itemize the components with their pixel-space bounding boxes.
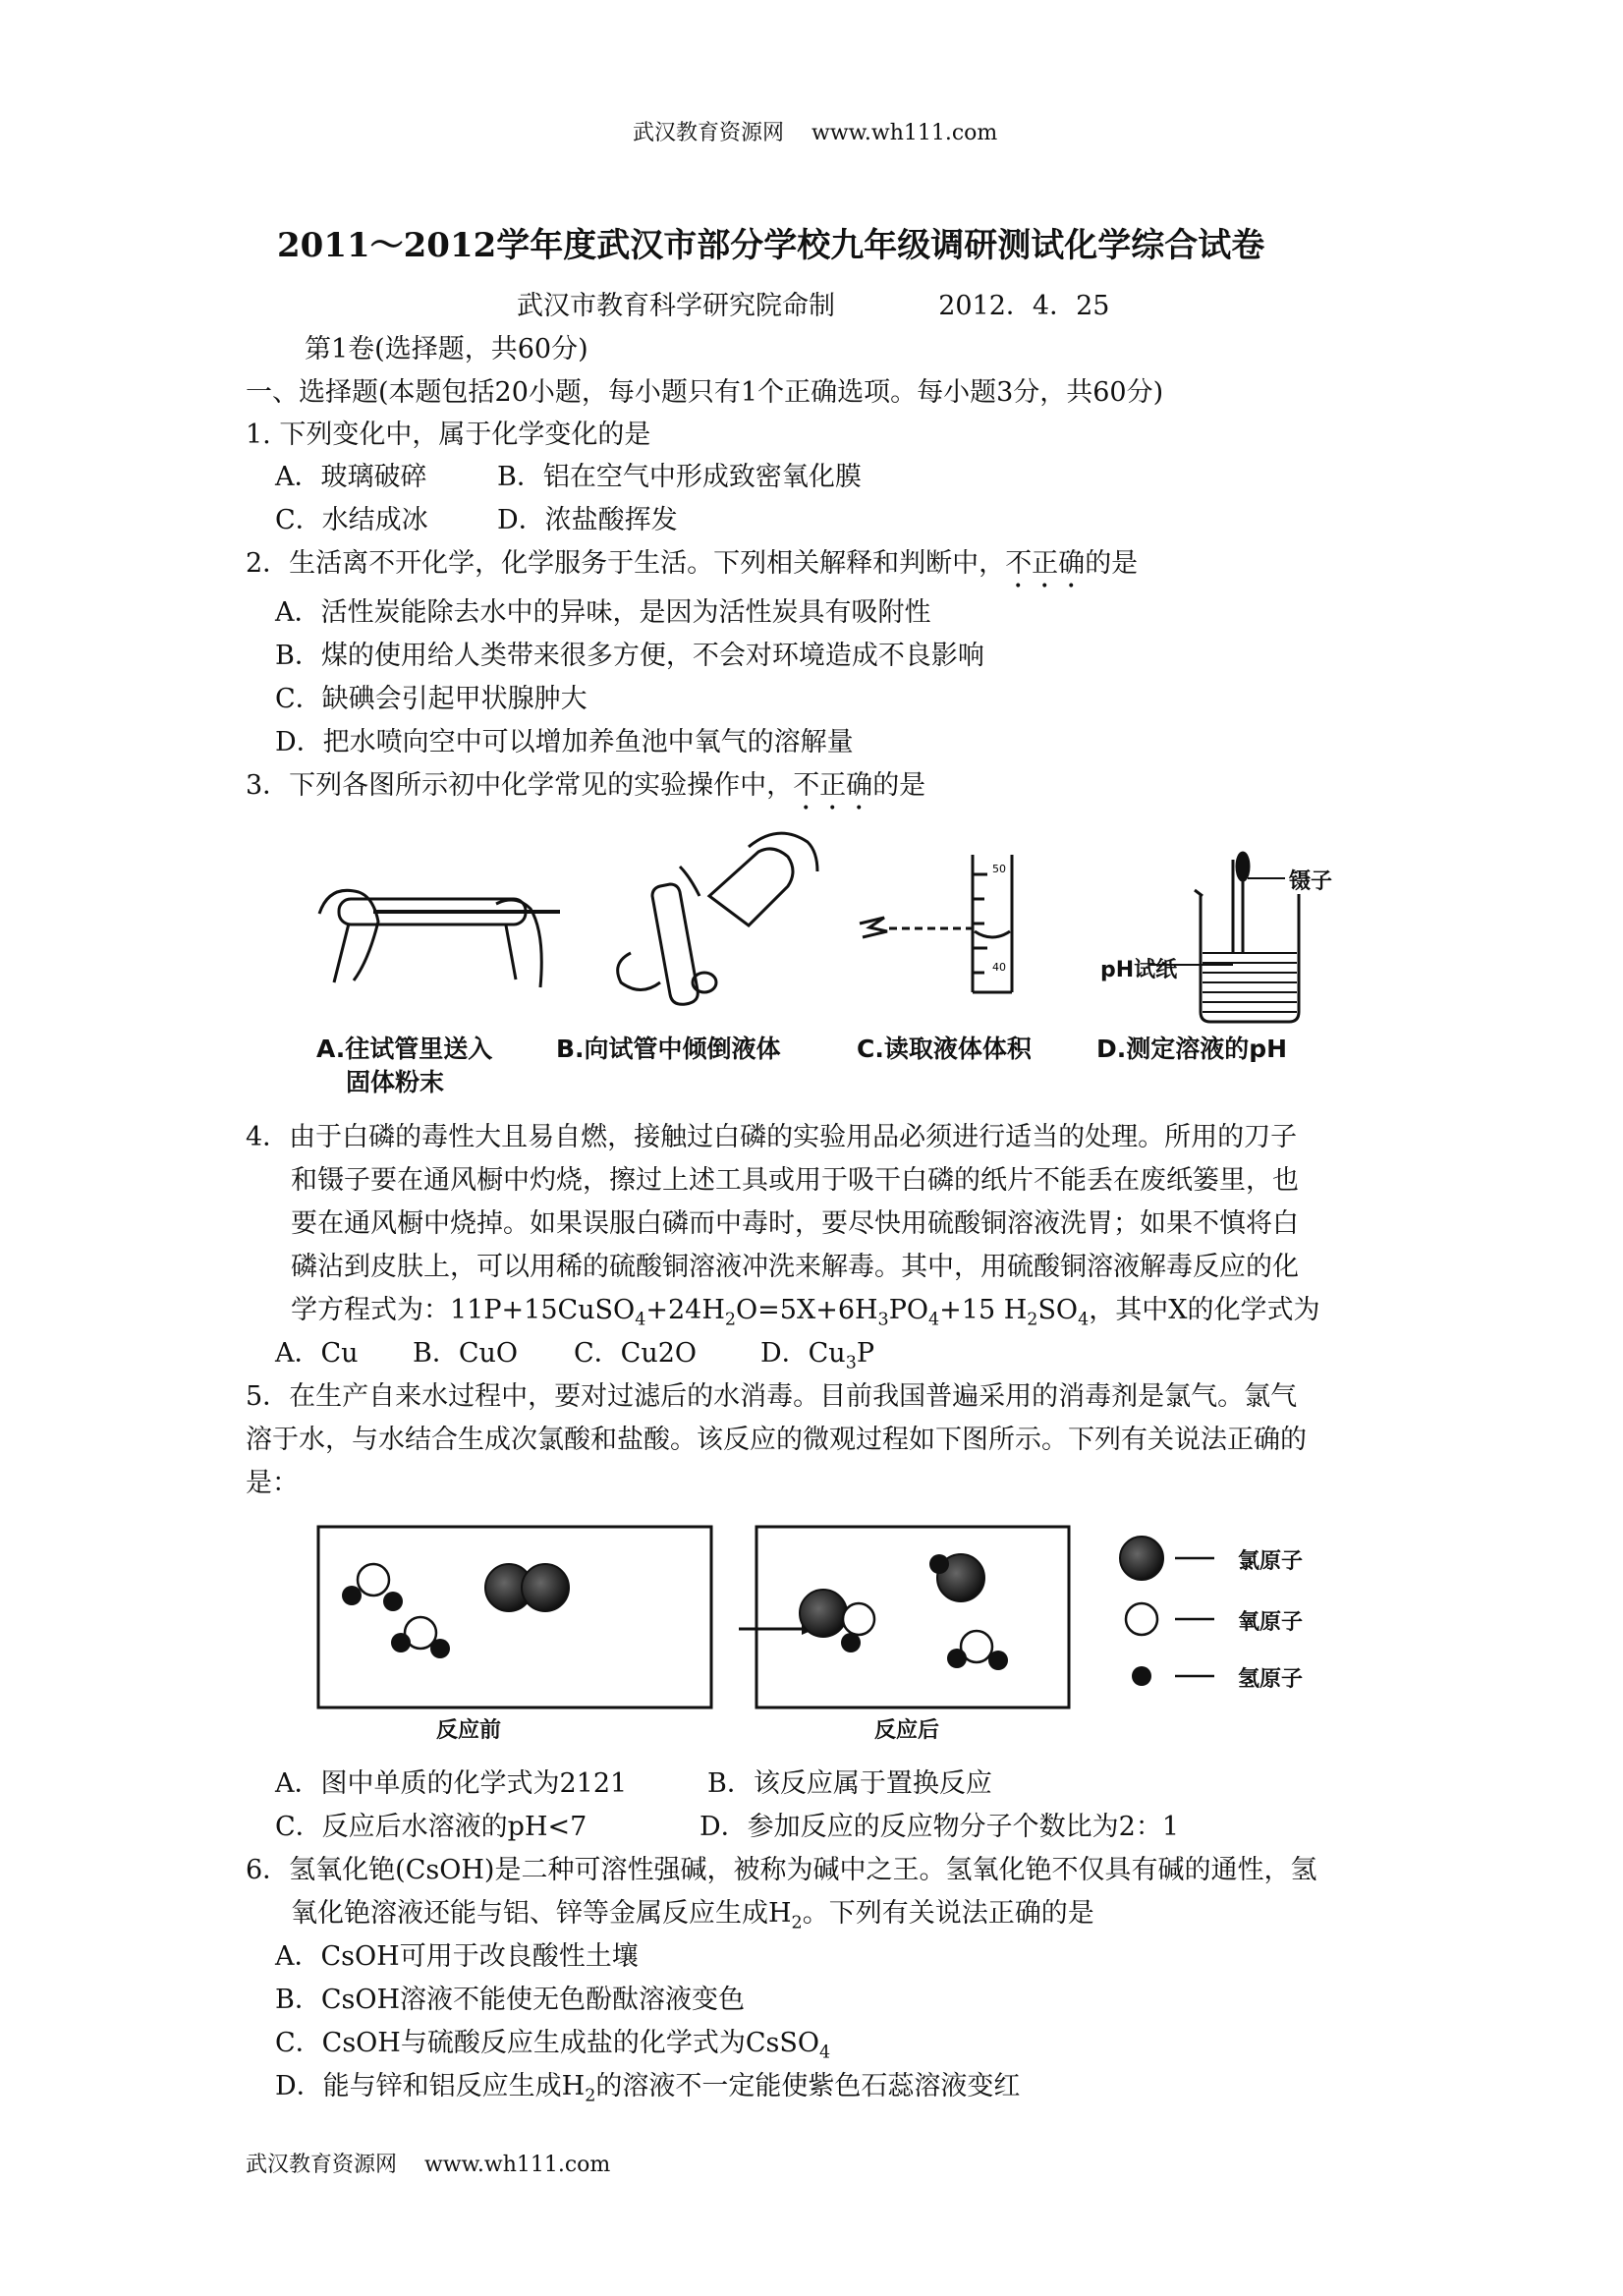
figure-c-read-volume	[855, 845, 1032, 992]
q2-option-b: B．煤的使用给人类带来很多方便，不会对环境造成不良影响	[275, 641, 984, 671]
label-before-reaction: 反应前	[436, 1718, 502, 1743]
q5-line2: 溶于水，与水结合生成次氯酸和盐酸。该反应的微观过程如下图所示。下列有关说法正确的	[246, 1425, 1307, 1455]
label-tweezers: 镊子	[1289, 869, 1333, 894]
page-header	[633, 116, 997, 146]
q2-stem-post: 的是	[1085, 548, 1139, 579]
legend-oxygen-atom	[1126, 1603, 1157, 1635]
exam-title: 2011～2012学年度武汉市部分学校九年级调研测试化学综合试卷	[277, 226, 1265, 265]
q6-option-c-text: C．CsOH与硫酸反应生成盐的化学式为	[275, 2028, 746, 2058]
q6-line1: 6．氢氧化铯(CsOH)是二种可溶性强碱，被称为碱中之王。氢氧化铯不仅具有碱的通性，氢	[246, 1855, 1317, 1885]
q4-option-a: A．Cu	[275, 1338, 359, 1369]
q4-option-c: C．Cu2O	[574, 1338, 698, 1369]
label-ph-paper: pH试纸	[1100, 958, 1178, 982]
q5-option-a: A．图中单质的化学式为2121	[275, 1768, 628, 1799]
legend-hydrogen-atom	[1132, 1666, 1151, 1686]
q2-option-d: D．把水喷向空中可以增加养鱼池中氧气的溶解量	[275, 727, 854, 757]
q4-option-d: D．$Cu_3P$	[760, 1338, 875, 1373]
q4-line5-post: ，其中X的化学式为	[1089, 1295, 1320, 1325]
q6-line2-pre: 氧化铯溶液还能与铝、锌等金属反应生成	[291, 1898, 768, 1929]
q4-equation: $11P+15CuSO_4+24H_2O=5X+6H_3PO_4+15$ $H_2SO_4$	[450, 1295, 1090, 1330]
q6-line2: 氧化铯溶液还能与铝、锌等金属反应生成$H_2$。下列有关说法正确的是	[291, 1898, 1094, 1933]
exam-issuer: 武汉市教育科学研究院命制	[517, 291, 835, 321]
q2-option-c: C．缺碘会引起甲状腺肿大	[275, 684, 588, 714]
q4-line2: 和镊子要在通风橱中灼烧，擦过上述工具或用于吸干白磷的纸片不能丢在废纸篓里，也	[291, 1165, 1299, 1196]
q2-stem-pre: 2．生活离不开化学，化学服务于生活。下列相关解释和判断中，	[246, 548, 1006, 579]
q3-stem-emphasis: 不正确	[793, 770, 873, 801]
q6-option-b: B．CsOH溶液不能使无色酚酞溶液变色	[275, 1985, 746, 2015]
figure-a-test-tube-powder	[314, 845, 560, 992]
cylinder-scale-bottom: 40	[992, 961, 1006, 974]
instructions: 一、选择题(本题包括20小题，每小题只有1个正确选项。每小题3分，共60分)	[246, 377, 1164, 408]
q2-stem	[246, 548, 1138, 594]
q2-option-a: A．活性炭能除去水中的异味，是因为活性炭具有吸附性	[275, 597, 931, 628]
cylinder-scale-top: 50	[992, 863, 1006, 875]
reaction-after-and-legend	[753, 1523, 1401, 1719]
legend-chlorine-label: 氯原子	[1238, 1549, 1304, 1574]
q5-option-c: C．反应后水溶液的pH<7	[275, 1812, 588, 1842]
header-url: www.wh111.com	[812, 121, 998, 145]
q6-option-c: C．CsOH与硫酸反应生成盐的化学式为CsSO$_4$	[275, 2028, 831, 2063]
q5-line3: 是：	[246, 1468, 299, 1498]
q4-line3: 要在通风橱中烧掉。如果误服白磷而中毒时，要尽快用硫酸铜溶液洗胃；如果不慎将白	[291, 1208, 1299, 1239]
exam-date: 2012．4．25	[938, 291, 1110, 321]
q4-line4: 磷沾到皮肤上，可以用稀的硫酸铜溶液冲洗来解毒。其中，用硫酸铜溶液解毒反应的化	[291, 1252, 1299, 1282]
q1-option-a: A．玻璃破碎	[275, 462, 427, 492]
q4-line1: 4．由于白磷的毒性大且易自燃，接触过白磷的实验用品必须进行适当的处理。所用的刀子	[246, 1122, 1298, 1152]
caption-a-line1: A.往试管里送入	[316, 1035, 493, 1063]
q6-line2-post: 。下列有关说法正确的是	[802, 1898, 1094, 1929]
q6-option-a: A．CsOH可用于改良酸性土壤	[275, 1941, 639, 1972]
caption-a-line2: 固体粉末	[346, 1068, 445, 1096]
q5-line1: 5．在生产自来水过程中，要对过滤后的水消毒。目前我国普遍采用的消毒剂是氯气。氯气	[246, 1381, 1298, 1412]
legend-chlorine-atom	[1120, 1537, 1163, 1580]
q4-line5-pre: 学方程式为：	[291, 1295, 450, 1325]
figure-b-pour-liquid	[601, 827, 827, 1004]
q3-stem-pre: 3．下列各图所示初中化学常见的实验操作中，	[246, 770, 794, 801]
q3-stem	[246, 770, 925, 816]
legend-oxygen-label: 氧原子	[1238, 1610, 1304, 1635]
q4-line5	[291, 1295, 1319, 1335]
legend-hydrogen-label: 氢原子	[1238, 1667, 1304, 1692]
q3-stem-post: 的是	[872, 770, 926, 801]
before-box	[318, 1527, 711, 1708]
q1-option-c: C．水结成冰	[275, 505, 428, 535]
q1-stem: 1. 下列变化中，属于化学变化的是	[246, 420, 651, 450]
caption-d: D.测定溶液的pH	[1096, 1035, 1288, 1063]
q2-stem-emphasis: 不正确	[1005, 548, 1086, 579]
q5-option-d: D．参加反应的反应物分子个数比为2：1	[700, 1812, 1180, 1842]
q6-option-d-pre: D．能与锌和铝反应生成	[275, 2071, 562, 2101]
q4-option-b: B．CuO	[413, 1338, 519, 1369]
footer-url: www.wh111.com	[424, 2153, 611, 2177]
page-footer	[246, 2148, 610, 2178]
label-after-reaction: 反应后	[874, 1718, 940, 1743]
exam-meta	[517, 291, 1109, 322]
caption-b: B.向试管中倾倒液体	[556, 1035, 781, 1063]
q5-option-b: B．该反应属于置换反应	[707, 1768, 992, 1799]
footer-site: 武汉教育资源网	[246, 2153, 398, 2177]
q6-option-d: D．能与锌和铝反应生成$H_2$的溶液不一定能使紫色石蕊溶液变红	[275, 2071, 1021, 2106]
q6-option-d-post: 的溶液不一定能使紫色石蕊溶液变红	[595, 2071, 1021, 2101]
header-site: 武汉教育资源网	[633, 121, 785, 145]
q1-option-b: B．铝在空气中形成致密氧化膜	[497, 462, 862, 492]
caption-c: C.读取液体体积	[857, 1035, 1032, 1063]
section-heading: 第1卷(选择题，共60分)	[305, 334, 588, 364]
q1-option-d: D．浓盐酸挥发	[497, 505, 678, 535]
